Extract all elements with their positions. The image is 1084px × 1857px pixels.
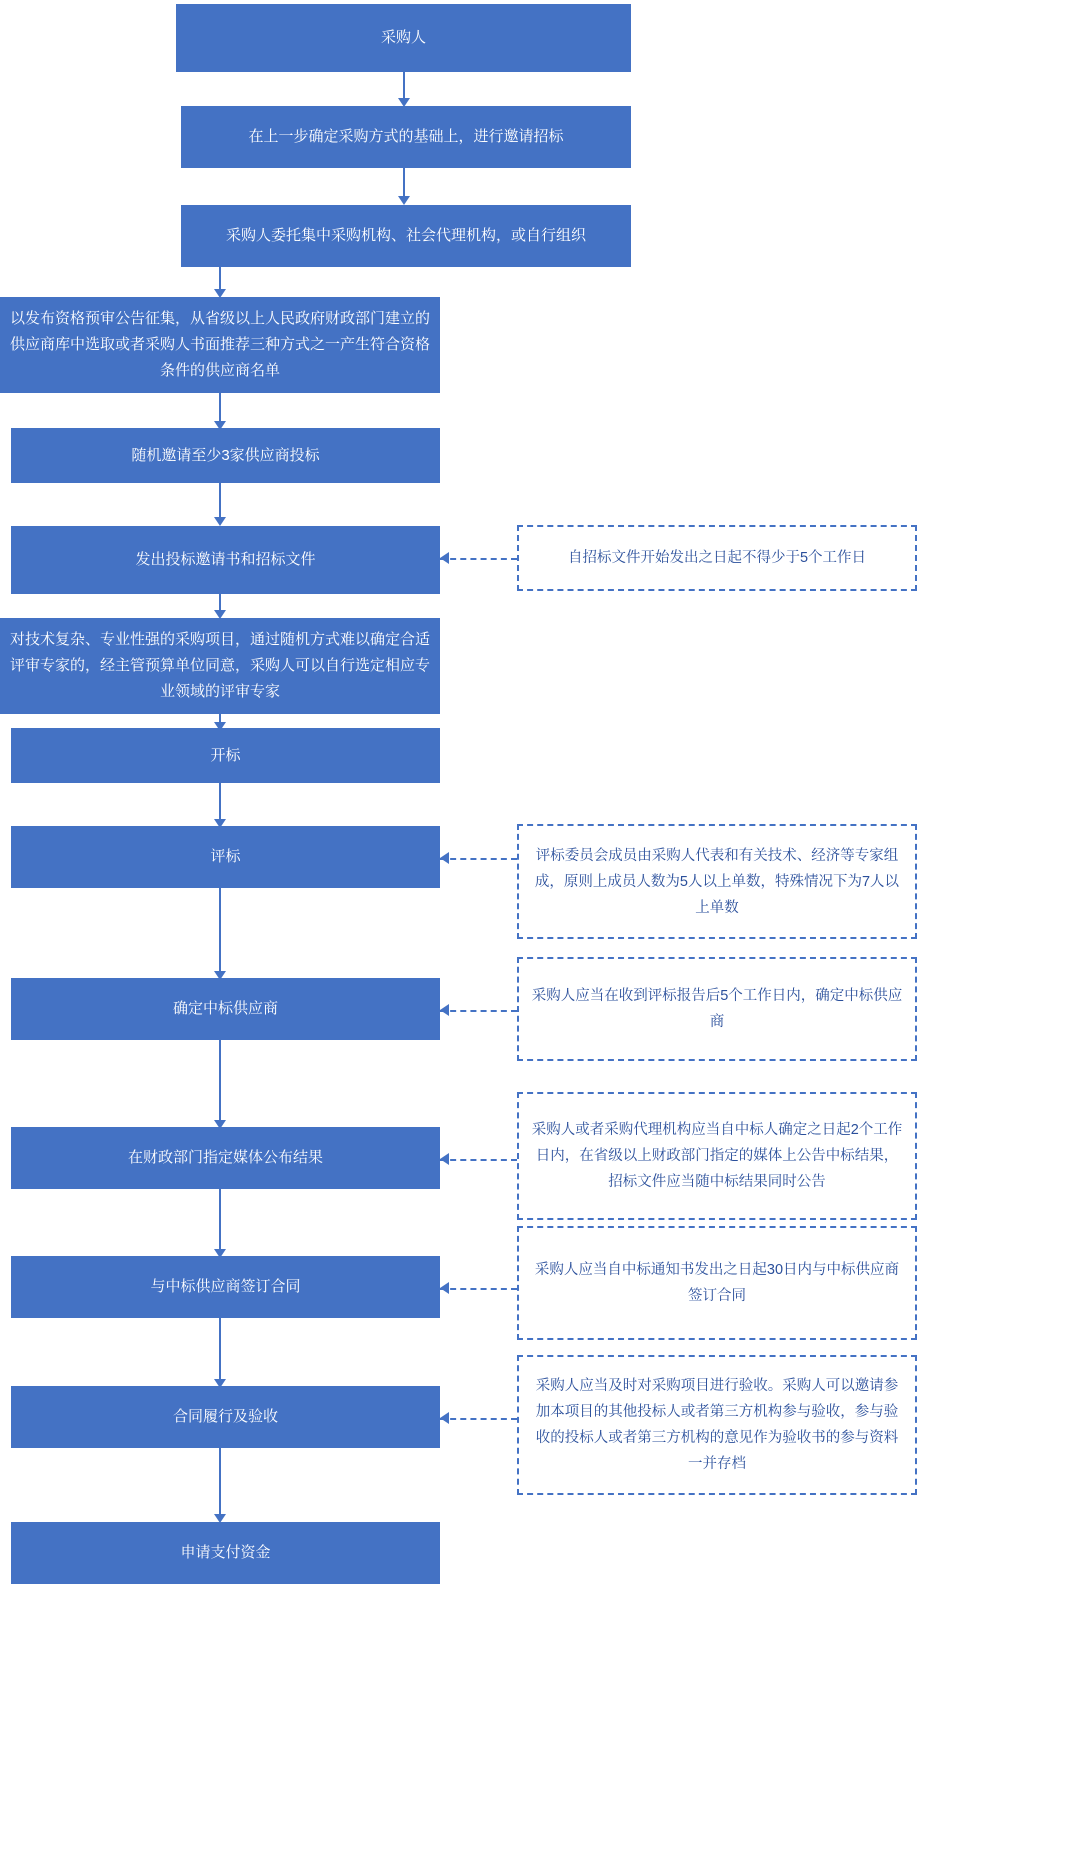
flow-node-label: 在财政部门指定媒体公布结果 [127, 1149, 323, 1166]
flow-node-label: 合同履行及验收 [172, 1408, 278, 1425]
flow-note-招标文件发出期限 [517, 525, 917, 591]
connector-n11-n12 [219, 1189, 221, 1251]
arrow-c1-n6 [440, 552, 449, 564]
arrow-c3-n10 [440, 1004, 449, 1016]
flow-node-评审专家选定 [0, 618, 440, 714]
connector-c3-n10 [440, 1010, 517, 1012]
flow-node-签订合同 [11, 1256, 440, 1318]
flow-node-公布结果 [11, 1127, 440, 1189]
connector-n3-n4 [219, 267, 221, 291]
arrow-c6-n13 [440, 1412, 449, 1424]
flow-note-公告中标结果 [517, 1092, 917, 1220]
connector-c4-n11 [440, 1159, 517, 1161]
flow-node-开标 [11, 728, 440, 783]
flow-node-发出投标邀请书 [11, 526, 440, 594]
connector-c5-n12 [440, 1288, 517, 1290]
connector-n12-n13 [219, 1318, 221, 1381]
connector-n9-n10 [219, 888, 221, 973]
flow-note-评标委员会组成 [517, 824, 917, 939]
flow-node-label: 开标 [210, 746, 241, 764]
flow-node-合同履行及验收 [11, 1386, 440, 1448]
flow-node-随机邀请 [11, 428, 440, 483]
flow-note-label: 采购人应当在收到评标报告后5个工作日内，确定中标供应商 [531, 988, 903, 1030]
flow-node-采购人 [176, 4, 631, 72]
flow-node-邀请招标 [181, 106, 631, 168]
connector-c1-n6 [440, 558, 517, 560]
flow-note-验收要求 [517, 1355, 917, 1495]
connector-n2-n3 [403, 168, 405, 198]
connector-c2-n9 [440, 858, 517, 860]
connector-n13-n14 [219, 1448, 221, 1516]
connector-n8-n9 [219, 783, 221, 821]
flow-node-label: 在上一步确定采购方式的基础上，进行邀请招标 [248, 128, 564, 145]
arrow-n2-n3 [398, 196, 410, 205]
flow-note-确定中标期限 [517, 957, 917, 1061]
connector-n4-n5 [219, 393, 221, 423]
flow-node-label: 采购人 [380, 29, 426, 46]
flow-node-申请支付资金 [11, 1522, 440, 1584]
flow-node-label: 确定中标供应商 [172, 1000, 278, 1017]
flow-node-label: 发出投标邀请书和招标文件 [135, 551, 316, 568]
flow-node-确定中标供应商 [11, 978, 440, 1040]
flow-node-评标 [11, 826, 440, 888]
flow-node-委托机构 [181, 205, 631, 267]
flow-node-label: 评标 [210, 848, 241, 865]
arrow-c4-n11 [440, 1153, 449, 1165]
flow-note-label: 采购人应当自中标通知书发出之日起30日内与中标供应商签订合同 [534, 1262, 900, 1304]
flow-note-label: 采购人或者采购代理机构应当自中标人确定之日起2个工作日内，在省级以上财政部门指定的媒体上公告中标结果，招标文件应当随中标结果同时公告 [531, 1122, 903, 1190]
flow-note-label: 自招标文件开始发出之日起不得少于5个工作日 [567, 550, 867, 566]
connector-c6-n13 [440, 1418, 517, 1420]
flow-node-供应商名单 [0, 297, 440, 393]
flow-note-label: 采购人应当及时对采购项目进行验收。采购人可以邀请参加本项目的其他投标人或者第三方机构参与验收，参与验收的投标人或者第三方机构的意见作为验收书的参与资料一并存档 [535, 1378, 899, 1472]
flow-note-签订合同期限 [517, 1226, 917, 1340]
arrow-n5-n6 [214, 517, 226, 526]
arrow-c2-n9 [440, 852, 449, 864]
flow-node-label: 随机邀请至少3家供应商投标 [131, 446, 320, 464]
connector-n10-n11 [219, 1040, 221, 1122]
flow-note-label: 评标委员会成员由采购人代表和有关技术、经济等专家组成，原则上成员人数为5人以上单数，特殊情况下为7人以上单数 [534, 847, 900, 916]
arrow-c5-n12 [440, 1282, 449, 1294]
flow-node-label: 与中标供应商签订合同 [150, 1278, 301, 1295]
flow-node-label: 申请支付资金 [180, 1544, 271, 1561]
flow-node-label: 采购人委托集中采购机构、社会代理机构，或自行组织 [225, 227, 586, 244]
flow-node-label: 对技术复杂、专业性强的采购项目，通过随机方式难以确定合适评审专家的，经主管预算单位同意，采购人可以自行选定相应专业领域的评审专家 [10, 631, 431, 700]
connector-n5-n6 [219, 483, 221, 519]
connector-n1-n2 [403, 72, 405, 100]
flow-node-label: 以发布资格预审公告征集，从省级以上人民政府财政部门建立的供应商库中选取或者采购人书面推荐三种方式之一产生符合资格条件的供应商名单 [10, 310, 431, 379]
